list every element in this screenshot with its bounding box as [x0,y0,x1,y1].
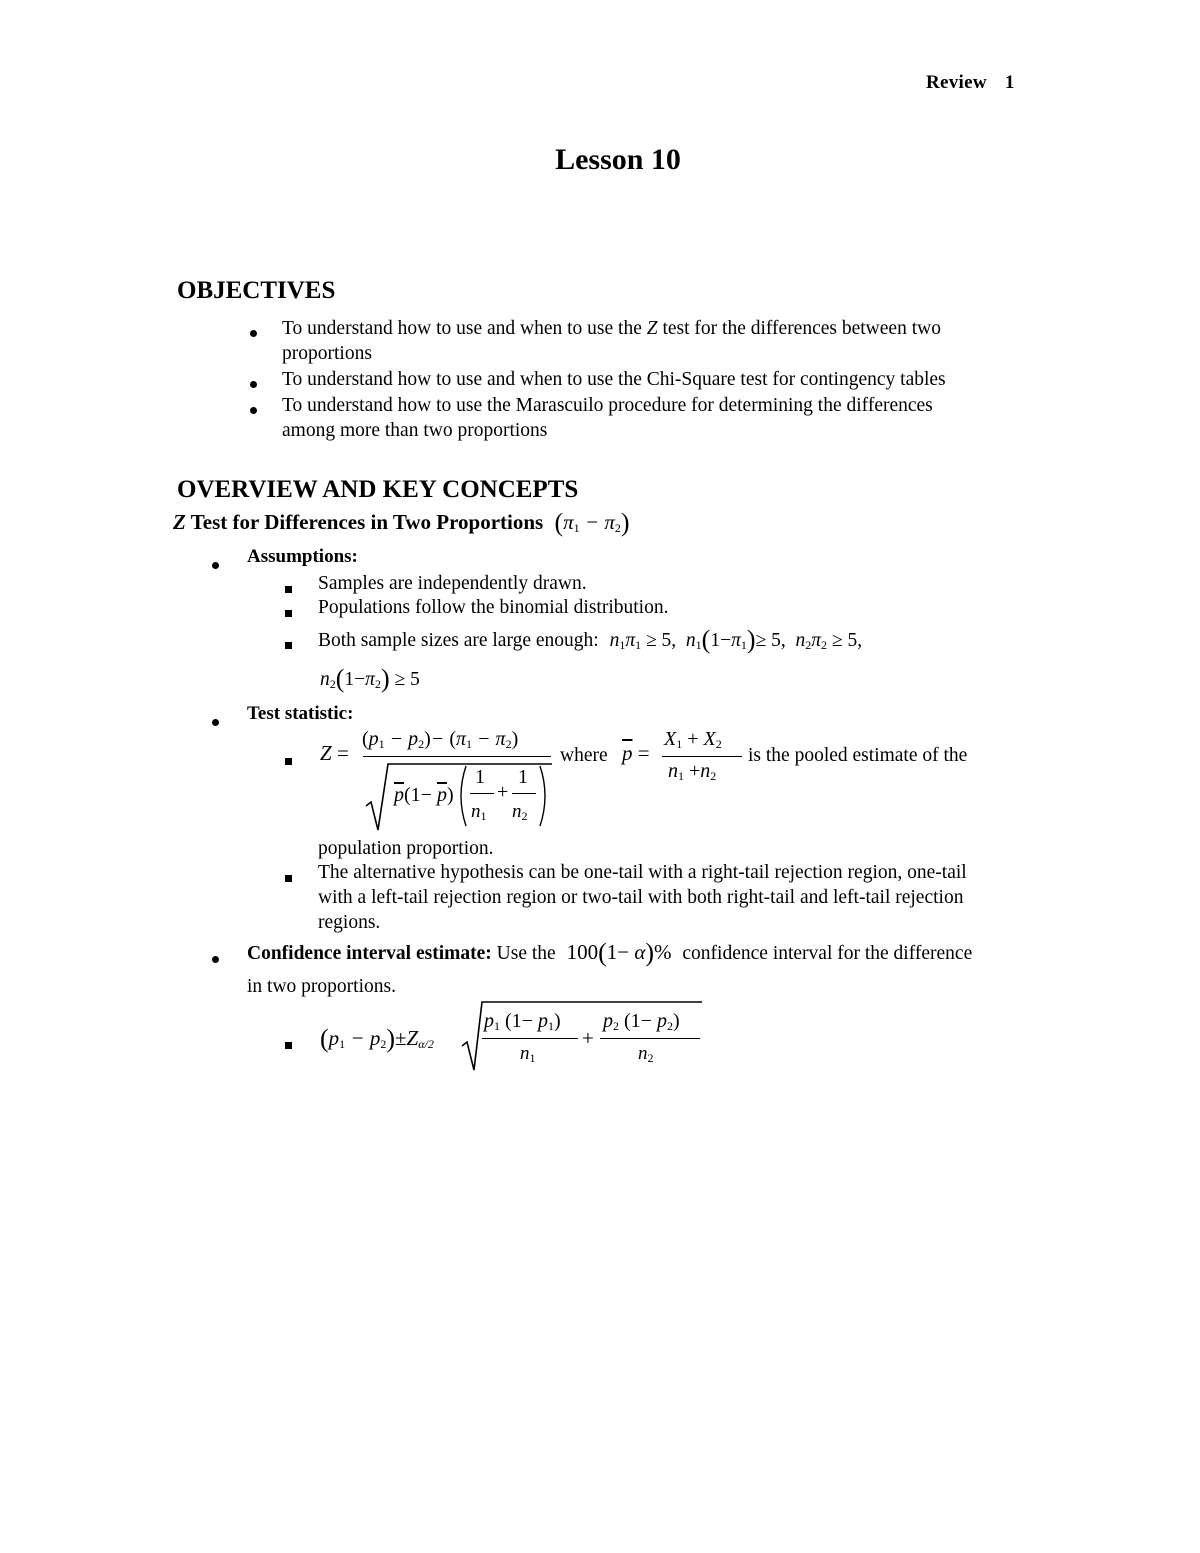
confidence-level-formula: 100(1− α)% [566,938,672,967]
bullet-dot [250,401,257,419]
assumptions-label: Assumptions: [247,546,358,567]
fraction-bar [600,1038,700,1039]
pbar-term: $\overline{p}(1- \overline{p})$ [394,784,454,806]
bullet-square [285,1036,292,1054]
fraction-bar [482,1038,578,1039]
bullet-square [285,869,292,887]
n1-denominator: $n_1$ [471,801,487,823]
bullet-dot [212,556,219,574]
one-over-n1: 1 [475,766,485,788]
pbar-equals: $\overline{p}$ = [622,741,650,765]
alternative-hypothesis-text: The alternative hypothesis can be one-tail with a right-tail rejection region, one-tail with a left-tail rejection region or two-tail with both right-tail and left-tail rejection regions. [318,862,967,933]
pbar-denominator: $n_1 +n_2$ [668,760,717,783]
ci-term1-numerator: $p_1$ $(1- p_1)$ [484,1010,561,1033]
sample-size-condition-4: $n_2(1-\pi_2) \ge 5$ [320,664,420,693]
pbar-numerator: $X_1 + X_2$ [664,728,722,751]
bullet-square [285,752,292,770]
bullet-square [285,580,292,598]
confidence-interval-line: Confidence interval estimate: Use the 100(1− α)% confidence interval for the difference [247,938,973,967]
z-equals: Z = [320,741,349,765]
bullet-dot [212,713,219,731]
objective-item-2: To understand how to use and when to use the Chi-Square test for contingency tables [282,369,946,390]
where-label: where [560,745,608,766]
n2-denominator: $n_2$ [512,801,528,823]
z-numerator: $(p_1 - p_2)- (\pi_1 - \pi_2)$ [362,728,519,751]
fraction-bar [512,793,536,794]
bullet-dot [212,950,219,968]
fraction-bar [470,793,494,794]
ci-point-estimate: $(p_1 - p_2)\pm Z_{\alpha/2}$ [320,1024,434,1053]
running-header [926,72,1015,94]
z-fraction-bar [363,756,551,757]
header-label: Review [926,72,987,93]
pbar-fraction-bar [662,756,742,757]
overview-heading: OVERVIEW AND KEY CONCEPTS [177,476,579,503]
ci-plus-sign: + [582,1026,594,1050]
ci-term1-denominator: $n_1$ [520,1043,536,1065]
one-over-n2: 1 [518,766,528,788]
assumption-2: Populations follow the binomial distribution. [318,597,669,618]
page-number: 1 [1004,72,1015,93]
plus-sign: + [497,781,509,803]
objective-item-3: To understand how to use the Marascuilo procedure for determining the differences among more than two proportions [282,395,933,441]
lesson-title: Lesson 10 [555,143,681,176]
bullet-square [285,636,292,654]
confidence-interval-line-2: in two proportions. [247,976,396,997]
bullet-square [285,604,292,622]
pooled-continuation: population proportion. [318,838,494,859]
z-test-subheading: Z Test for Differences in Two Proportions $(\pi_1 - \pi_2)$ [173,508,630,537]
objectives-heading: OBJECTIVES [177,277,336,304]
ci-term2-numerator: $p_2$ $(1- p_2)$ [603,1010,680,1033]
pi-difference-formula: $(\pi_1 - \pi_2)$ [554,508,630,537]
bullet-dot [250,324,257,342]
sample-size-conditions: $n_1\pi_1 \ge 5$, $n_1(1-\pi_1)\ge 5$, $n_2\pi_2 \ge 5$, [609,625,863,654]
assumption-3: Both sample sizes are large enough: $n_1\pi_1 \ge 5$, $n_1(1-\pi_1)\ge 5$, $n_2\pi_2 \ge 5$, [318,625,863,654]
bullet-dot [250,375,257,393]
test-statistic-label: Test statistic: [247,703,354,724]
objective-item-1: To understand how to use and when to use the Z test for the differences between two proportions [282,318,941,364]
pooled-text: is the pooled estimate of the [748,745,968,766]
ci-term2-denominator: $n_2$ [638,1043,654,1065]
assumption-1: Samples are independently drawn. [318,573,587,594]
